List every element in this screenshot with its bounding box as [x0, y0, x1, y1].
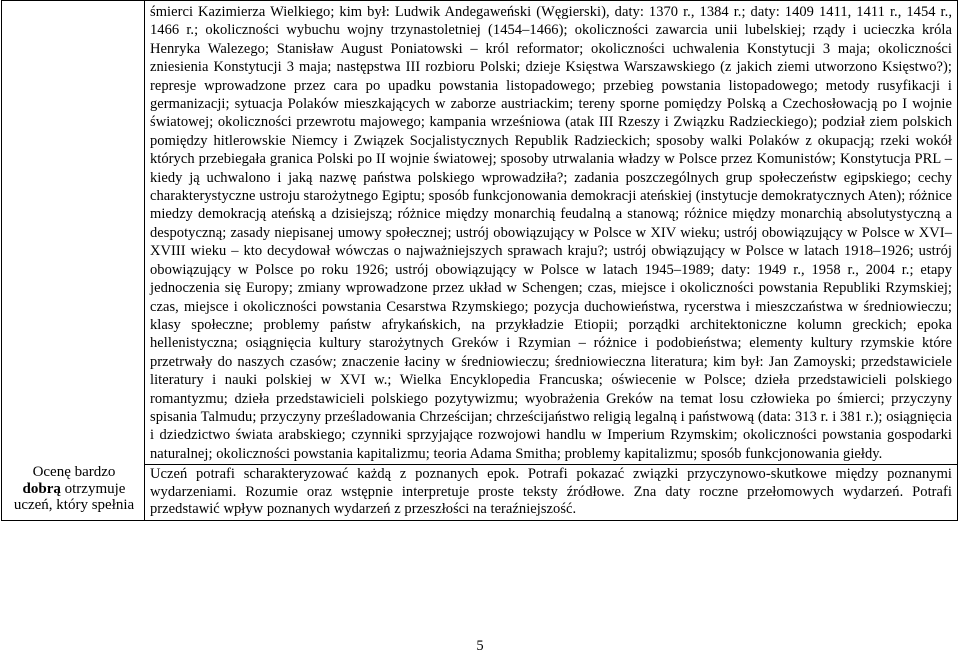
page-number: 5 [476, 638, 484, 654]
requirements-upper-text: śmierci Kazimierza Wielkiego; kim był: Ludwik Andegaweński (Węgierski), daty: 1370 r., 1384 r.; daty: 1409 1411, 1411 r., 1454 r., 1466 r.; okoliczności wybuchu wojny trzynastoletniej (1454–1466); okoliczności zawarcia unii lubelskiej; rządy i ucieczka króla Henryka Walezego; Stanisław August Poniatowski – król reformator; okoliczności uchwalenia Konstytucji 3 maja; okoliczności zniesienia Konstytucji 3 maja; następstwa III rozbioru Polski; dzieje Księstwa Warszawskiego (z jakich ziemi utworzono Księstwo?); represje wprowadzone przez cara po upadku powstania listopadowego; przebieg powstania listopadowego; metody rusyfikacji i germanizacji; sytuacja Polaków mieszkających w zaborze austriackim; tereny sporne pomiędzy Polską a Czechosłowacją po I wojnie światowej; okoliczności przewrotu majowego; kampania wrześniowa (atak III Rzeszy i Związku Radzieckiego); podział ziem polskich pomiędzy hitlerowskie Niemcy i Związek Socjalistycznych Republik Radzieckich; sposoby walki Polaków z okupacją; rzeki wokół których przebiegała granica Polski po II wojnie światowej; sposoby utrwalania władzy w Polsce przez Komunistów; Konstytucja PRL – kiedy ją uchwalono i jaką nazwę państwa polskiego wprowadziła?; zadania poszczególnych grup społeczeństw egipskiego; cechy charakterystyczne ustroju starożytnego Egiptu; sposób funkcjonowania demokracji ateńskiej (instytucje demokratycznych Aten); różnice miedzy demokracją ateńską a dzisiejszą; różnice między monarchią feudalną a stanową; różnice między monarchią absolutystyczną a despotyczną; zasady niepisanej umowy społecznej; ustrój obowiązujący w Polsce w XIV wieku; ustrój obowiązujący w Polsce w XVI–XVIII wieku – kto decydował wówczas o najważniejszych sprawach kraju?; ustrój obwiązujący w Polsce w latach 1918–1926; ustrój obowiązujący w Polsce po roku 1926; ustrój obowiązujący w Polsce w latach 1945–1989; daty: 1949 r., 1958 r., 2004 r.; etapy jednoczenia się Europy; zmiany wprowadzone przez układ w Schengen; czas, miejsce i okoliczności powstania Republiki Rzymskiej; czas, miejsce i okoliczności powstania Cesarstwa Rzymskiego; pozycja duchowieństwa, rycerstwa i mieszczaństwa w średniowieczu; klasy społeczne; problemy państw afrykańskich, na przykładzie Etiopii; porządki architektoniczne kolumn greckich; epoka hellenistyczna; osiągnięcia kultury starożytnych Greków i Rzymian – różnice i podobieństwa; elementy kultury rzymskie które przetrwały do naszych czasów; znaczenie łaciny w średniowieczu; średniowieczna literatura; kim był: Jan Zamoyski; przedstawiciele literatury i nauki polskiej w XVI w.; Wielka Encyklopedia Francuska; oświecenie w Polsce; dzieła przedstawicieli polskiego romantyzmu; dzieła przedstawicieli polskiego pozytywizmu; wyobrażenia Greków na temat losu człowieka po śmierci; przyczyny spisania Talmudu; przyczyny prześladowania Chrześcijan; chrześcijaństwo religią legalną i państwową (data: 313 r. i 381 r.); osiągnięcia i dziedzictwo świata arabskiego; czynniki sprzyjające rozwojowi handlu w Imperium Rzymskim; okoliczności powstania gospodarki naturalnej; okoliczności powstania kapitalizmu; teoria Adama Smitha; problemy kapitalizmu; sposób funkcjonowania giełdy. [145, 1, 958, 465]
grade-label-bold: dobrą [22, 480, 61, 497]
grade-label-part2: otrzymuje uczeń, który spełnia [13, 480, 135, 514]
grade-label-part1: Ocenę bardzo [32, 464, 116, 481]
grade-label [6, 464, 142, 514]
table-row [2, 465, 958, 521]
grade-requirements-table [1, 0, 958, 521]
table-row [2, 1, 958, 465]
requirements-lower-text: Uczeń potrafi scharakteryzować każdą z poznanych epok. Potrafi pokazać związki przyczynowo-skutkowe między poznanymi wydarzeniami. Rozumie oraz wstępnie interpretuje proste teksty źródłowe. Zna daty roczne przełomowych wydarzeń. Potrafi przedstawić wpływ poznanych wydarzeń z przeszłości na teraźniejszość. [145, 465, 958, 521]
grade-label-cell [2, 1, 145, 521]
